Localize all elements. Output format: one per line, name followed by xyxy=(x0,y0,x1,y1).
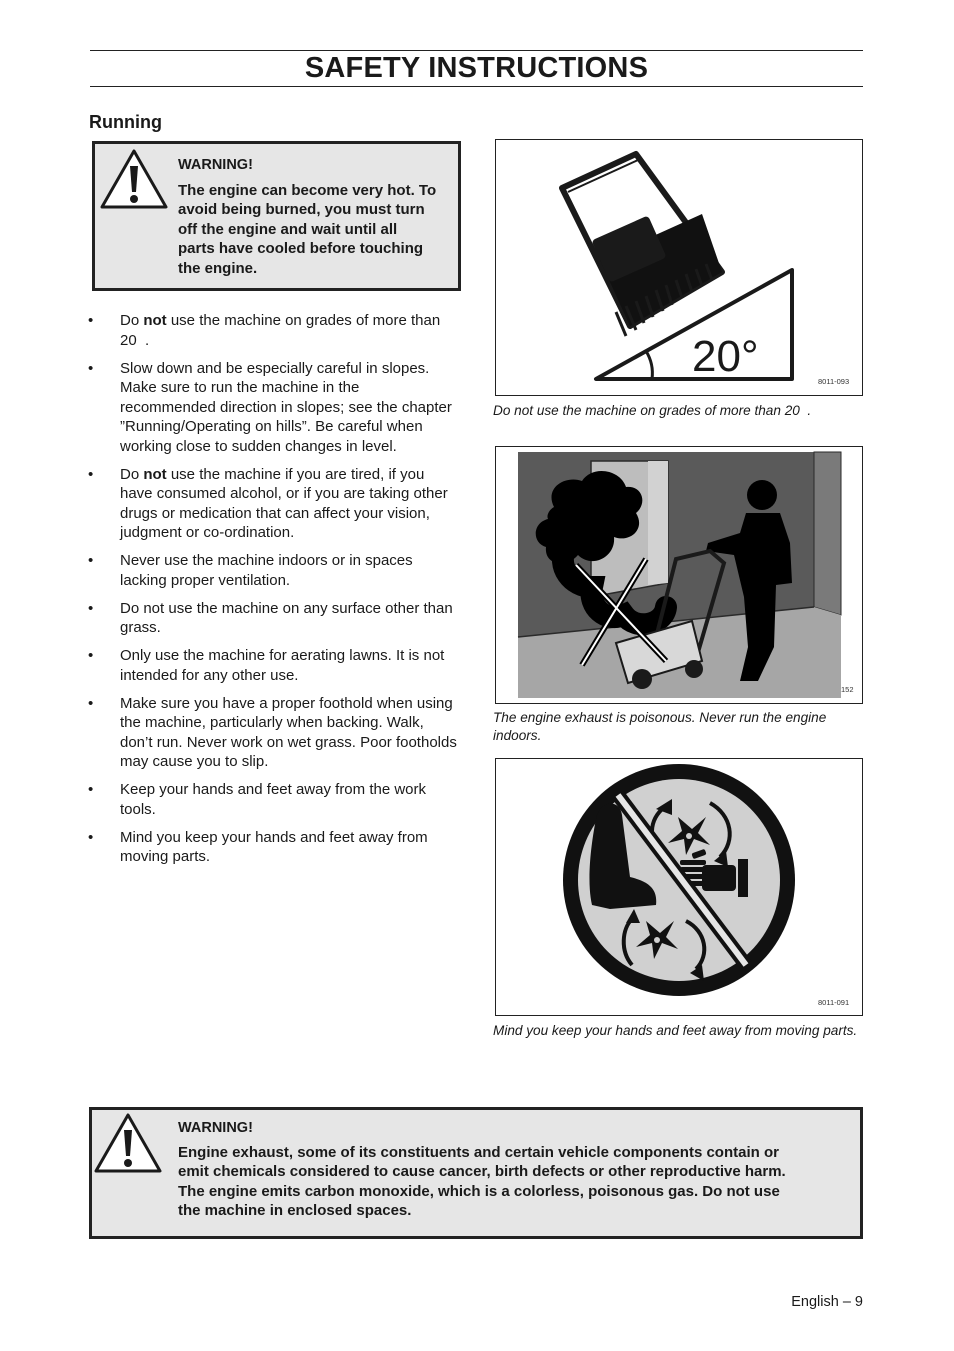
bullet-text: Keep your hands and feet away from the work tools. xyxy=(120,781,427,818)
warning-box-exhaust xyxy=(89,1107,863,1239)
bullet-text: use the machine on grades of more than 20 . xyxy=(120,312,441,349)
figure-slope xyxy=(495,139,863,396)
list-item xyxy=(88,694,458,772)
figure-indoor-exhaust xyxy=(495,446,863,704)
bullet-symbol: • xyxy=(88,599,94,617)
warning-line: The engine emits carbon monoxide, which is a colorless, poisonous gas. Do not use xyxy=(178,1182,780,1200)
safety-bullet-list xyxy=(88,311,458,875)
warning-line: off the engine and wait until all xyxy=(178,220,398,238)
bullet-symbol: • xyxy=(88,647,94,664)
warning-line: the machine in enclosed spaces. xyxy=(178,1202,412,1220)
list-item xyxy=(88,551,458,590)
warning-title: WARNING! xyxy=(178,157,253,173)
page-title: SAFETY INSTRUCTIONS xyxy=(304,52,649,84)
bullet-symbol: • xyxy=(88,694,94,712)
bullet-text: Only use the machine for aerating lawns. It is not intended for any other use. xyxy=(120,647,445,684)
figure-code: 152 xyxy=(841,685,854,694)
list-item xyxy=(88,780,458,819)
list-item xyxy=(88,828,458,867)
bullet-text: Do xyxy=(120,312,144,329)
list-item xyxy=(88,311,458,350)
warning-triangle-icon xyxy=(99,148,169,210)
bullet-text: Slow down and be especially careful in slopes. Make sure to run the machine in the recommended direction in slopes; see the chapter ”Running/Operating on hills”. Be careful when working close to sudden changes in level. xyxy=(120,359,452,455)
bullet-emphasis: not xyxy=(143,465,167,483)
list-item xyxy=(88,359,458,457)
header-rule-bottom xyxy=(90,86,863,87)
warning-line: Engine exhaust, some of its constituents and certain vehicle components contain or xyxy=(178,1144,779,1161)
bullet-text: Never use the machine indoors or in spaces lacking proper ventilation. xyxy=(120,552,413,589)
warning-triangle-icon xyxy=(93,1112,163,1174)
bullet-symbol: • xyxy=(88,465,94,483)
list-item xyxy=(88,646,458,685)
no-indoor-exhaust-illustration xyxy=(496,447,862,703)
figure-caption: Mind you keep your hands and feet away from moving parts. xyxy=(493,1023,858,1038)
bullet-text: Do xyxy=(120,465,144,483)
figure-code: 8011-091 xyxy=(818,998,850,1007)
figure-caption: Do not use the machine on grades of more than 20 . xyxy=(493,403,812,418)
warning-text xyxy=(178,1143,858,1221)
bullet-emphasis: not xyxy=(143,312,167,329)
bullet-symbol: • xyxy=(88,312,94,329)
bullet-text: Make sure you have a proper foothold when using the machine, particularly when backing. Walk, don’t run. Never work on wet grass. Poor footholds may cause you to slip. xyxy=(120,694,457,770)
warning-line: emit chemicals considered to cause cancer, birth defects or other reproductive harm. xyxy=(178,1163,786,1181)
slope-angle-label: 20° xyxy=(692,332,759,381)
bullet-text: Do not use the machine on any surface other than grass. xyxy=(120,599,453,636)
figure-hands-feet xyxy=(495,758,863,1016)
bullet-symbol: • xyxy=(88,359,94,377)
warning-text xyxy=(178,181,463,278)
warning-line: parts have cooled before touching xyxy=(178,240,424,258)
bullet-symbol: • xyxy=(88,828,94,846)
bullet-text: Mind you keep your hands and feet away from moving parts. xyxy=(120,828,428,865)
page-number: English – 9 xyxy=(791,1294,863,1310)
warning-line: the engine. xyxy=(178,259,258,277)
list-item xyxy=(88,599,458,638)
slope-20-degrees-illustration xyxy=(496,140,862,395)
warning-title: WARNING! xyxy=(178,1120,253,1136)
bullet-symbol: • xyxy=(88,781,94,798)
header-rule-top xyxy=(90,50,863,51)
list-item xyxy=(88,465,458,543)
warning-line: avoid being burned, you must turn xyxy=(178,201,425,219)
figure-caption: The engine exhaust is poisonous. Never run the engine indoors. xyxy=(493,710,827,743)
warning-line: The engine can become very hot. To xyxy=(178,182,437,199)
warning-box-engine-hot xyxy=(92,141,461,291)
bullet-symbol: • xyxy=(88,552,94,569)
bullet-text: use the machine if you are tired, if you have consumed alcohol, or if you are taking other drugs or medication that can affect your vision, judgment or co-ordination. xyxy=(120,465,448,541)
section-heading: Running xyxy=(89,112,162,132)
figure-code: 8011-093 xyxy=(818,377,850,386)
keep-hands-feet-away-icon xyxy=(496,759,862,1015)
